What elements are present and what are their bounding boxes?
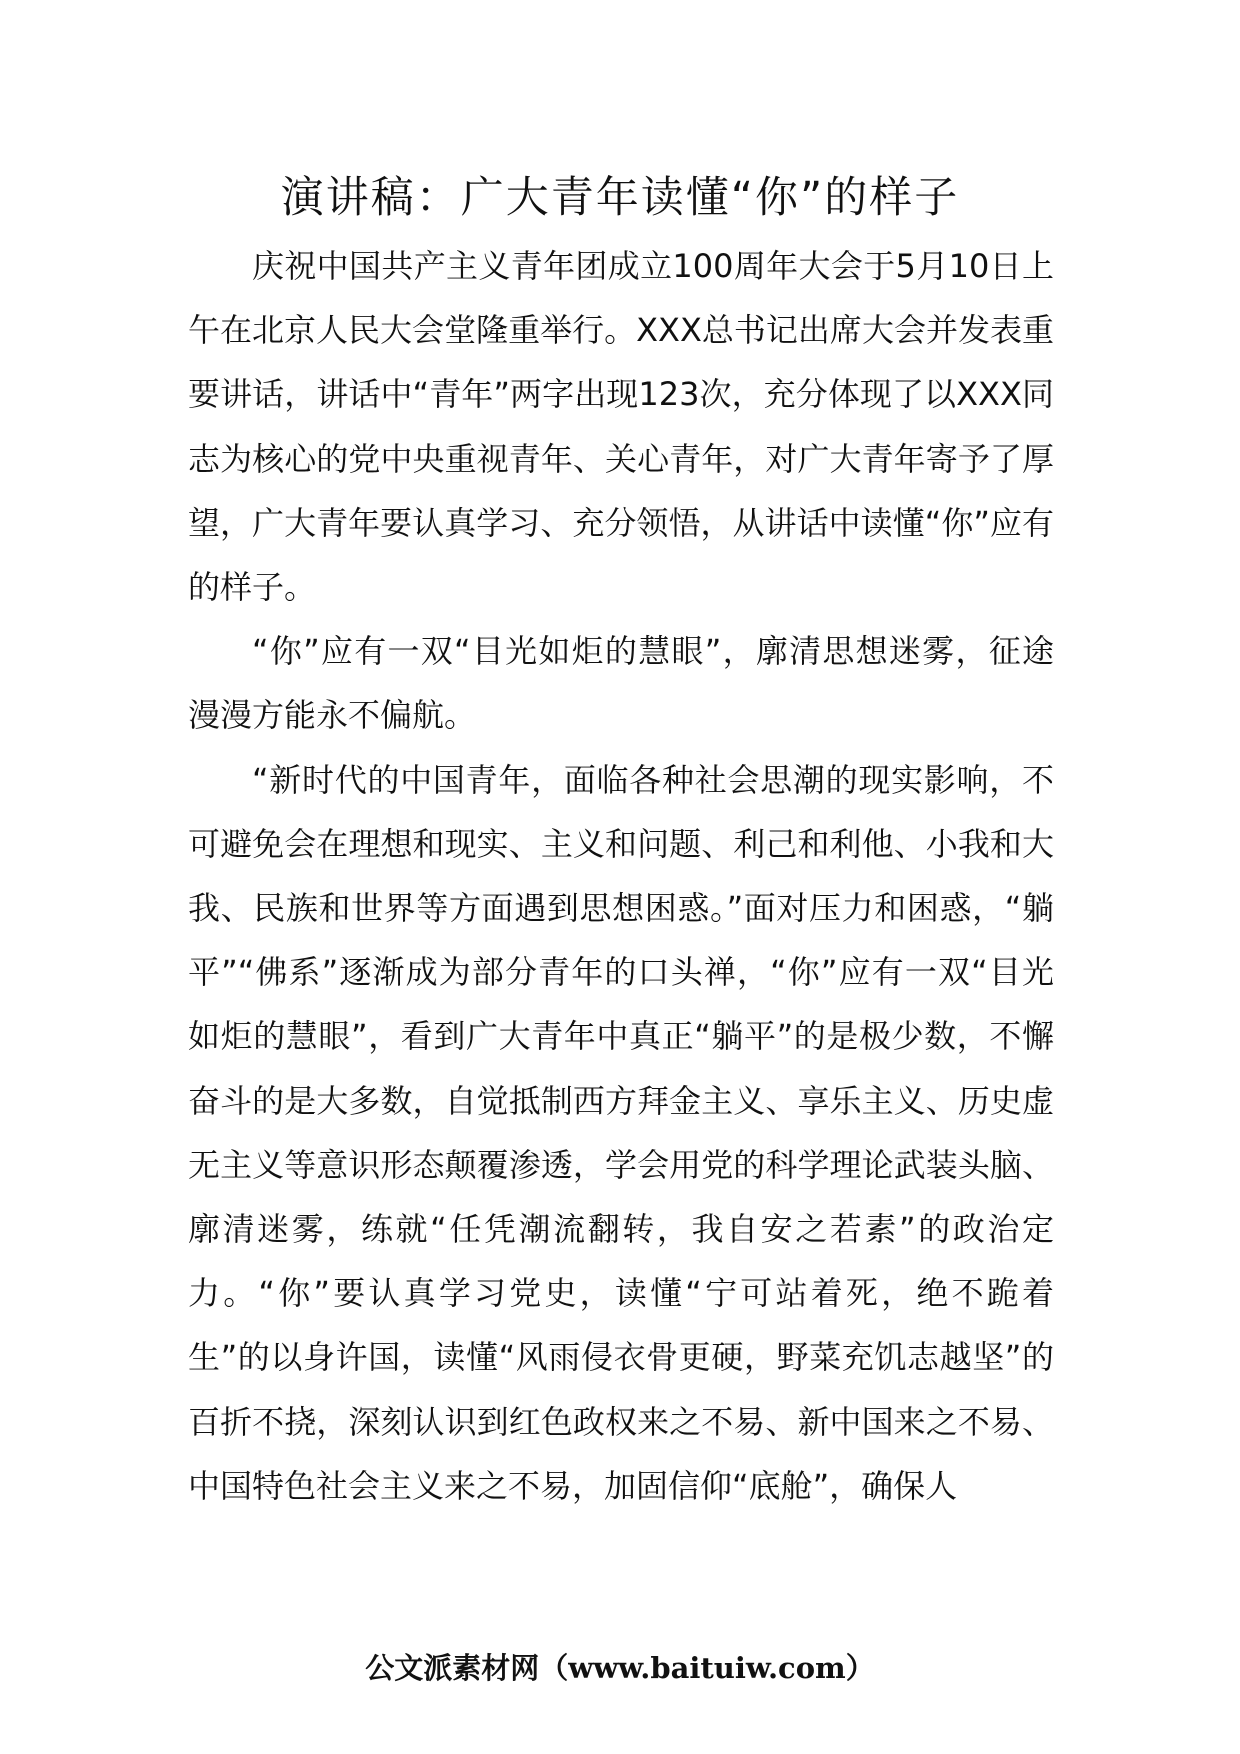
page-footer: 公文派素材网（www.baituiw.com） <box>365 1651 875 1685</box>
document-title: 演讲稿：广大青年读懂“你”的样子 <box>280 173 960 223</box>
paragraph-heading-point: “你”应有一双“目光如炬的慧眼”，廓清思想迷雾，征途漫漫方能永不偏航。 <box>188 632 1054 735</box>
document-body <box>188 234 1054 1518</box>
paragraph-intro: 庆祝中国共产主义青年团成立100周年大会于5月10日上午在北京人民大会堂隆重举行。XXX总书记出席大会并发表重要讲话，讲话中“青年”两字出现123次，充分体现了以XXX同志为核心的党中央重视青年、关心青年，对广大青年寄予了厚望，广大青年要认真学习、充分领悟，从讲话中读懂“你”应有的样子。 <box>188 247 1054 607</box>
paragraph-main: “新时代的中国青年，面临各种社会思潮的现实影响，不可避免会在理想和现实、主义和问题、利己和利他、小我和大我、民族和世界等方面遇到思想困惑。”面对压力和困惑，“躺平”“佛系”逐渐成为部分青年的口头禅，“你”应有一双“目光如炬的慧眼”，看到广大青年中真正“躺平”的是极少数，不懈奋斗的是大多数，自觉抵制西方拜金主义、享乐主义、历史虚无主义等意识形态颠覆渗透，学会用党的科学理论武装头脑、廓清迷雾，练就“任凭潮流翻转，我自安之若素”的政治定力。“你”要认真学习党史，读懂“宁可站着死，绝不跪着生”的以身许国，读懂“风雨侵衣骨更硬，野菜充饥志越坚”的百折不挠，深刻认识到红色政权来之不易、新中国来之不易、中国特色社会主义来之不易，加固信仰“底舱”，确保人 <box>188 760 1054 1505</box>
